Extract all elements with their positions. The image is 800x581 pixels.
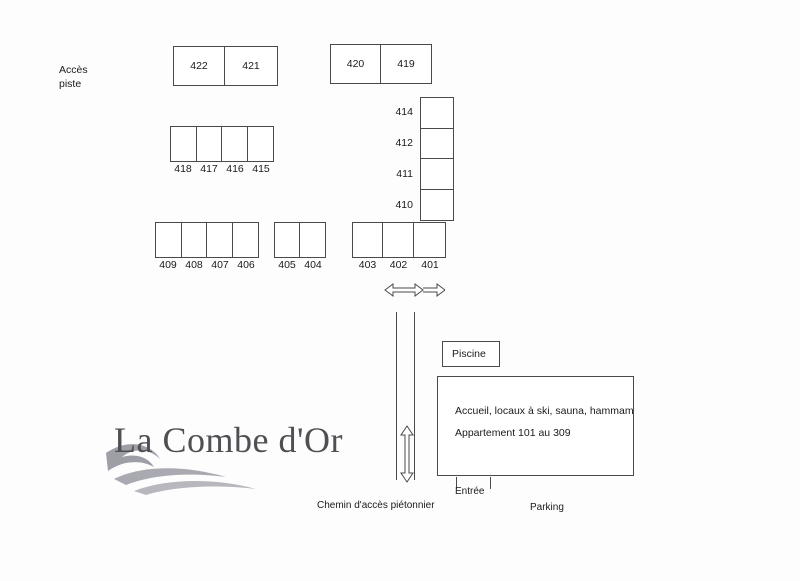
row-label-403: 403 (358, 259, 377, 271)
row-label-409: 409 (159, 259, 177, 271)
unit-403[interactable] (353, 223, 383, 257)
two-way-horizontal-arrow-icon (383, 280, 447, 300)
unit-415[interactable] (248, 127, 273, 161)
unit-401[interactable] (414, 223, 445, 257)
label-entree: Entrée (455, 486, 485, 497)
unit-410[interactable] (421, 190, 453, 220)
row-label-407: 407 (211, 259, 229, 271)
row-label-402: 402 (389, 259, 408, 271)
unit-421[interactable]: 421 (242, 60, 260, 72)
unit-407[interactable] (207, 223, 233, 257)
label-acces-piste-line1: Accès (59, 64, 88, 76)
column-labels-414-410 (383, 97, 413, 221)
row-label-405: 405 (278, 259, 296, 271)
unit-414[interactable] (421, 98, 453, 129)
unit-420[interactable]: 420 (331, 45, 381, 83)
unit-row-422-421[interactable] (173, 46, 278, 86)
unit-418[interactable] (171, 127, 197, 161)
building-reception[interactable] (437, 376, 634, 476)
unit-row-403-401[interactable] (352, 222, 446, 258)
unit-404[interactable] (300, 223, 325, 257)
row-label-415: 415 (252, 163, 270, 175)
row-label-404: 404 (304, 259, 322, 271)
row-label-416: 416 (226, 163, 244, 175)
unit-411[interactable] (421, 159, 453, 190)
unit-406[interactable] (233, 223, 258, 257)
label-acces-piste-line2: piste (59, 78, 82, 90)
row-label-414: 414 (395, 106, 413, 118)
unit-416[interactable] (222, 127, 248, 161)
unit-409[interactable] (156, 223, 182, 257)
unit-422[interactable]: 422 (174, 47, 225, 85)
unit-402[interactable] (383, 223, 413, 257)
unit-408[interactable] (182, 223, 208, 257)
building-piscine-label: Piscine (452, 348, 486, 360)
resort-logo (100, 415, 370, 505)
unit-row-405-404[interactable] (274, 222, 326, 258)
row-label-412: 412 (395, 137, 413, 149)
label-chemin-acces: Chemin d'accès piétonnier (317, 500, 435, 511)
two-way-vertical-arrow-icon (398, 424, 416, 484)
unit-405[interactable] (275, 223, 300, 257)
row-label-408: 408 (185, 259, 203, 271)
entrance-tick-right (490, 477, 491, 489)
row-labels-405-404 (274, 259, 326, 271)
row-label-406: 406 (237, 259, 255, 271)
row-labels-403-401 (352, 259, 446, 271)
reception-text-line2: Appartement 101 au 309 (455, 427, 571, 439)
row-label-417: 417 (200, 163, 218, 175)
label-parking: Parking (530, 502, 564, 513)
unit-row-409-406[interactable] (155, 222, 259, 258)
resort-title: La Combe d'Or (114, 420, 343, 460)
row-labels-418-415 (170, 163, 274, 175)
unit-419[interactable]: 419 (397, 58, 415, 70)
unit-417[interactable] (197, 127, 223, 161)
unit-row-420-419[interactable] (330, 44, 432, 84)
row-label-418: 418 (174, 163, 192, 175)
unit-column-414-410[interactable] (420, 97, 454, 221)
unit-412[interactable] (421, 129, 453, 160)
row-labels-409-406 (155, 259, 259, 271)
reception-text-line1: Accueil, locaux à ski, sauna, hammam (455, 405, 634, 417)
row-label-410: 410 (395, 199, 413, 211)
unit-row-418-415[interactable] (170, 126, 274, 162)
row-label-401: 401 (421, 259, 439, 271)
road-line-left (396, 312, 397, 480)
row-label-411: 411 (396, 168, 413, 180)
